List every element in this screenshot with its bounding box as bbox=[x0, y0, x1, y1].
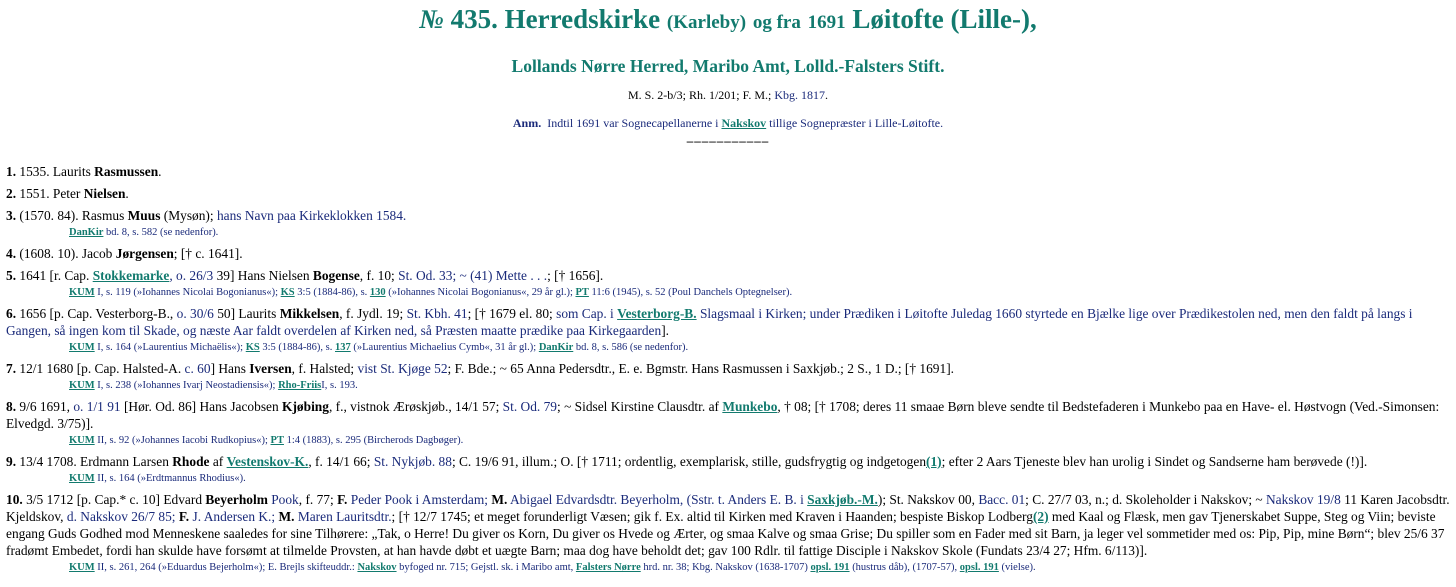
place-name: Løitofte bbox=[852, 4, 944, 34]
entry-surname: Beyerholm bbox=[205, 492, 268, 507]
entry-text: ; C. 19/6 91, illum.; O. [† 1711; ordentlig, exemplarisk, stille, gudsfrygtig og indgetogen bbox=[451, 454, 927, 469]
meta-line bbox=[6, 88, 1450, 103]
parish-link[interactable]: Vestenskov-K. bbox=[226, 454, 309, 469]
meta-link[interactable]: Kbg. 1817 bbox=[774, 88, 826, 102]
entry-surname: Iversen bbox=[249, 361, 292, 376]
ref-text: I, s. 164 (»Laurentius Michaëlis«); bbox=[97, 342, 244, 353]
entry-text: [Hør. Od. 86] Hans Jacobsen bbox=[123, 399, 279, 414]
entry-label: F. bbox=[337, 492, 348, 507]
ref-text: (»Iohannes Nicolai Bogonianus«, 29 år gl.); bbox=[388, 287, 573, 298]
entry-link[interactable]: St. Nykjøb. 88 bbox=[373, 454, 452, 469]
ref-link[interactable]: opsl. 191 bbox=[959, 562, 999, 573]
entry-label: M. bbox=[491, 492, 508, 507]
entry-text: 1535. Laurits bbox=[19, 164, 91, 179]
entry-text: , f. Halsted; bbox=[291, 361, 355, 376]
title-mid: og fra bbox=[752, 12, 801, 33]
ref-link[interactable]: KS bbox=[245, 342, 260, 353]
entry-1 bbox=[6, 163, 1450, 180]
church-name: Herredskirke bbox=[504, 4, 661, 34]
entry-surname: Jørgensen bbox=[115, 246, 174, 261]
entry-text: ); St. Nakskov 00, bbox=[877, 492, 975, 507]
page-subtitle: Lollands Nørre Herred, Maribo Amt, Lolld.-Falsters Stift. bbox=[511, 56, 945, 76]
meta-end: . bbox=[825, 88, 829, 102]
entry-text: af bbox=[212, 454, 224, 469]
ref-text: II, s. 164 (»Erdtmannus Rhodius«). bbox=[97, 473, 246, 484]
entry-link[interactable]: hans Navn paa Kirkeklokken 1584. bbox=[216, 208, 407, 223]
entry-note: Slagsmaal i Kirken; under Prædiken i Løitofte Juledag 1660 styrtede en Bjælke lige over Prædikestolen ned, men den faldt på langs i Gangen, så ingen kom til Skade, og næste Aar faldt overdelen af Kirken ned, så Præsten maatte prædike paa Kirkegaarden bbox=[6, 306, 1413, 338]
ref-link[interactable]: DanKir bbox=[69, 227, 104, 238]
entry-surname: Mikkelsen bbox=[279, 306, 340, 321]
entry-surname: Nielsen bbox=[83, 186, 126, 201]
entry-text: J. Andersen K.; bbox=[192, 509, 276, 524]
entry-9-refs bbox=[69, 472, 1450, 486]
entry-10-refs bbox=[69, 561, 1450, 575]
annotation-text-a: Indtil 1691 var Sognecapellanerne i bbox=[547, 116, 719, 130]
entry-5 bbox=[6, 267, 1450, 284]
entry-number: 8. bbox=[6, 399, 17, 414]
entry-text: ; [† 1679 el. 80; bbox=[467, 306, 553, 321]
entry-text: Abigael Edvardsdtr. Beyerholm, (Sstr. t. Anders E. B. i bbox=[509, 492, 804, 507]
entry-text: c. 60 bbox=[184, 361, 211, 376]
entry-number: 7. bbox=[6, 361, 17, 376]
ref-link[interactable]: KUM bbox=[69, 435, 95, 446]
entry-text: 12/1 1680 [p. Cap. Halsted-A. bbox=[19, 361, 182, 376]
entry-text: ; F. Bde.; ~ 65 Anna Pedersdtr., E. e. Bgmstr. Hans Rasmussen i Saxkjøb.; 2 S., 1 D.; [† 1691]. bbox=[447, 361, 954, 376]
ref-link[interactable]: PT bbox=[575, 287, 589, 298]
entry-text: o. 30/6 bbox=[176, 306, 214, 321]
entry-text: ]. bbox=[661, 323, 670, 338]
entry-number: 6. bbox=[6, 306, 17, 321]
ref-text: (»Laurentius Michaelius Cymb«, 31 år gl.); bbox=[353, 342, 537, 353]
entry-text: ; ~ Sidsel Kirstine Clausdtr. af bbox=[557, 399, 719, 414]
entry-text: Peder Pook i Amsterdam; bbox=[350, 492, 489, 507]
entry-6 bbox=[6, 305, 1450, 339]
ref-link[interactable]: 137 bbox=[335, 342, 351, 353]
church-alt-name: (Karleby) bbox=[666, 12, 747, 33]
ref-link[interactable]: Nakskov bbox=[357, 562, 397, 573]
entry-text: 1641 [r. Cap. bbox=[19, 268, 90, 283]
ref-link[interactable]: KUM bbox=[69, 562, 95, 573]
ref-text: II, s. 92 (»Johannes Iacobi Rudkopius«); bbox=[97, 435, 268, 446]
ref-text: 11:6 (1945), s. 52 (Poul Danchels Optegnelser). bbox=[591, 287, 793, 298]
annotation-text-b: tillige Sognepræster i Lille-Løitofte. bbox=[769, 116, 944, 130]
entry-text: ; C. 27/7 03, n.; d. Skoleholder i Nakskov; ~ bbox=[1025, 492, 1263, 507]
ref-text: (hustrus dåb), (1707-57), bbox=[852, 562, 958, 573]
entry-3-refs bbox=[69, 226, 1450, 240]
page-title bbox=[6, 0, 1450, 39]
annotation-link[interactable]: Nakskov bbox=[721, 116, 767, 130]
entry-8 bbox=[6, 398, 1450, 432]
entry-text: , † 08; [† 1708; deres 11 smaae Børn bleve sendte til Bedstefaderen i Munkebo paa en Have- el. Høstvogn (Ved.-Simonsen: Elvedgd. 3/75)]. bbox=[6, 399, 1440, 431]
entry-text: Pook bbox=[271, 492, 299, 507]
entry-7 bbox=[6, 360, 1450, 377]
entry-surname: Rhode bbox=[172, 454, 210, 469]
parish-link[interactable]: Saxkjøb.-M. bbox=[807, 492, 878, 507]
entry-link[interactable]: St. Od. 33; ~ (41) Mette . . . bbox=[398, 268, 548, 283]
entry-9 bbox=[6, 453, 1450, 470]
ref-text: I, s. 193. bbox=[321, 380, 358, 391]
entry-text: ; [† 12/7 1745; et meget forunderligt Væsen; gik f. Ex. altid til Kirken med Kraven i Haanden; bespiste Biskop Lodberg bbox=[391, 509, 1033, 524]
entry-2 bbox=[6, 185, 1450, 202]
entry-text: 3/5 1712 [p. Cap.* c. 10] Edvard bbox=[26, 492, 203, 507]
entry-surname: Kjøbing bbox=[282, 399, 329, 414]
ref-link[interactable]: 130 bbox=[369, 287, 386, 298]
ref-text: I, s. 119 (»Iohannes Nicolai Bogonianus«); bbox=[97, 287, 279, 298]
entry-number: 2. bbox=[6, 186, 17, 201]
entry-number: 9. bbox=[6, 454, 17, 469]
place-alt-name: (Lille-), bbox=[950, 4, 1037, 34]
parish-link[interactable]: Stokkemarke bbox=[92, 268, 170, 283]
entry-label: M. bbox=[278, 509, 295, 524]
ref-link[interactable]: KUM bbox=[69, 342, 95, 353]
entry-text: som Cap. i bbox=[556, 306, 614, 321]
entry-text: ; [† 1656]. bbox=[547, 268, 604, 283]
entry-7-refs bbox=[69, 379, 1450, 393]
meta-text: M. S. 2-b/3; Rh. 1/201; F. M.; bbox=[627, 88, 772, 102]
entry-3 bbox=[6, 207, 1450, 224]
entry-4 bbox=[6, 245, 1450, 262]
entry-text: , f. 14/1 66; bbox=[308, 454, 371, 469]
entry-text: 1656 [p. Cap. Vesterborg-B., bbox=[19, 306, 174, 321]
entry-6-refs bbox=[69, 341, 1450, 355]
entry-text: . bbox=[125, 186, 129, 201]
entry-text: 1551. Peter bbox=[19, 186, 81, 201]
entry-text: 39] Hans Nielsen bbox=[216, 268, 310, 283]
ref-link[interactable]: opsl. 191 bbox=[810, 562, 850, 573]
ref-text: 3:5 (1884-86), s. bbox=[297, 287, 368, 298]
ref-text: (vielse). bbox=[1001, 562, 1036, 573]
footnote-link[interactable]: (1) bbox=[926, 454, 942, 469]
entry-text: ] Hans bbox=[210, 361, 246, 376]
ref-text: 3:5 (1884-86), s. bbox=[262, 342, 333, 353]
entry-text: d. Nakskov 26/7 85; bbox=[66, 509, 176, 524]
entry-text: , f. Jydl. 19; bbox=[339, 306, 404, 321]
entry-text: med Kaal og Flæsk, men gav Tjenerskabet Suppe, Steg og Viin; beviste engang Guds Godhed mod Menneskene saaledes for sine Tilhørere: „Tak, o Herre! Du giver os Korn, Du giver os Hvede og Ærter, og smaa Kalve og smaa Grise; Du spiller som en Fader med sit Barn, ja leger vel sommetider med os: Pip, Pip, mine Børn“; blev 25/6 37 fradømt Embedet, fordi han skulde have forsømt at tilmelde Provsten, at han havde døbt et uægte Barn; maa dog have beholdt det; gav 100 Rdlr. til fattige Disciple i Nakskov Skole (Fundats 23/4 27; Hfm. 6/113)]. bbox=[6, 509, 1445, 558]
parish-number: 435. bbox=[450, 4, 498, 34]
ref-text: 1:4 (1883), s. 295 (Bircherods Dagbøger). bbox=[286, 435, 464, 446]
entry-text: 13/4 1708. Erdmann Larsen bbox=[19, 454, 169, 469]
entry-label: F. bbox=[178, 509, 190, 524]
entry-surname: Muus bbox=[127, 208, 161, 223]
number-sign: № bbox=[419, 4, 444, 34]
entry-text: ; [† c. 1641]. bbox=[173, 246, 243, 261]
entry-number: 3. bbox=[6, 208, 17, 223]
entry-5-refs bbox=[69, 286, 1450, 300]
ref-link[interactable]: Falsters Nørre bbox=[575, 562, 641, 573]
ref-link[interactable]: PT bbox=[270, 435, 284, 446]
entry-text: 50] Laurits bbox=[217, 306, 277, 321]
ref-link[interactable]: KUM bbox=[69, 287, 95, 298]
entry-text: ; efter 2 Aars Tjeneste blev han urolig i Sindet og Sandserne ham berøvede (!)]. bbox=[941, 454, 1368, 469]
entry-text: 9/6 1691, bbox=[19, 399, 70, 414]
entry-surname: Rasmussen bbox=[94, 164, 159, 179]
ref-text: II, s. 261, 264 (»Eduardus Bejerholm«); E. Brejls skifteuddr.: bbox=[97, 562, 355, 573]
entry-text: . bbox=[158, 164, 162, 179]
entry-number: 4. bbox=[6, 246, 17, 261]
ref-link[interactable]: Rho-Friis bbox=[278, 380, 322, 391]
annotation bbox=[6, 116, 1450, 131]
entry-text: o. 1/1 91 bbox=[73, 399, 121, 414]
footnote-link[interactable]: (2) bbox=[1032, 509, 1049, 524]
ref-text: I, s. 238 (»Iohannes Ivarj Neostadiensis«); bbox=[97, 380, 276, 391]
entry-link[interactable]: St. Kbh. 41 bbox=[406, 306, 468, 321]
parish-link[interactable]: Vesterborg-B. bbox=[617, 306, 697, 321]
entry-text: (1608. 10). Jacob bbox=[19, 246, 113, 261]
ref-text: hrd. nr. 38; Kbg. Nakskov (1638-1707) bbox=[643, 562, 808, 573]
entry-10 bbox=[6, 491, 1450, 559]
ref-text: bd. 8, s. 586 (se nedenfor). bbox=[575, 342, 689, 353]
entry-8-refs bbox=[69, 434, 1450, 448]
entry-number: 5. bbox=[6, 268, 17, 283]
ref-link[interactable]: KUM bbox=[69, 380, 95, 391]
entry-number: 1. bbox=[6, 164, 17, 179]
ref-link[interactable]: KUM bbox=[69, 473, 95, 484]
title-year: 1691 bbox=[807, 12, 846, 33]
ref-link[interactable]: KS bbox=[280, 287, 295, 298]
entry-text: (Mysøn); bbox=[163, 208, 214, 223]
parish-link[interactable]: Munkebo bbox=[722, 399, 778, 414]
entry-text: , f. 77; bbox=[298, 492, 334, 507]
entry-surname: Bogense bbox=[312, 268, 360, 283]
entry-link[interactable]: vist St. Kjøge 52 bbox=[357, 361, 448, 376]
separator: ‒‒‒‒‒‒‒‒‒‒‒ bbox=[686, 133, 770, 148]
entry-link[interactable]: St. Od. 79 bbox=[502, 399, 557, 414]
entry-number: 10. bbox=[6, 492, 23, 507]
ref-text: bd. 8, s. 582 (se nedenfor). bbox=[106, 227, 219, 238]
entry-text: Maren Lauritsdtr. bbox=[297, 509, 392, 524]
ref-link[interactable]: DanKir bbox=[538, 342, 574, 353]
entry-text: , f., vistnok Ærøskjøb., 14/1 57; bbox=[328, 399, 500, 414]
entry-link[interactable]: Bacc. 01 bbox=[978, 492, 1026, 507]
entry-text: 11 Karen Jacobsdtr. Kjeldskov, bbox=[6, 492, 1450, 524]
entry-list bbox=[6, 163, 1450, 575]
ref-text: byfoged nr. 715; Gejstl. sk. i Maribo amt, bbox=[399, 562, 574, 573]
annotation-label: Anm. bbox=[512, 116, 542, 130]
entry-text: (1570. 84). Rasmus bbox=[19, 208, 125, 223]
entry-text: , f. 10; bbox=[359, 268, 395, 283]
entry-text: , o. 26/3 bbox=[169, 268, 214, 283]
entry-link[interactable]: Nakskov 19/8 bbox=[1266, 492, 1341, 507]
